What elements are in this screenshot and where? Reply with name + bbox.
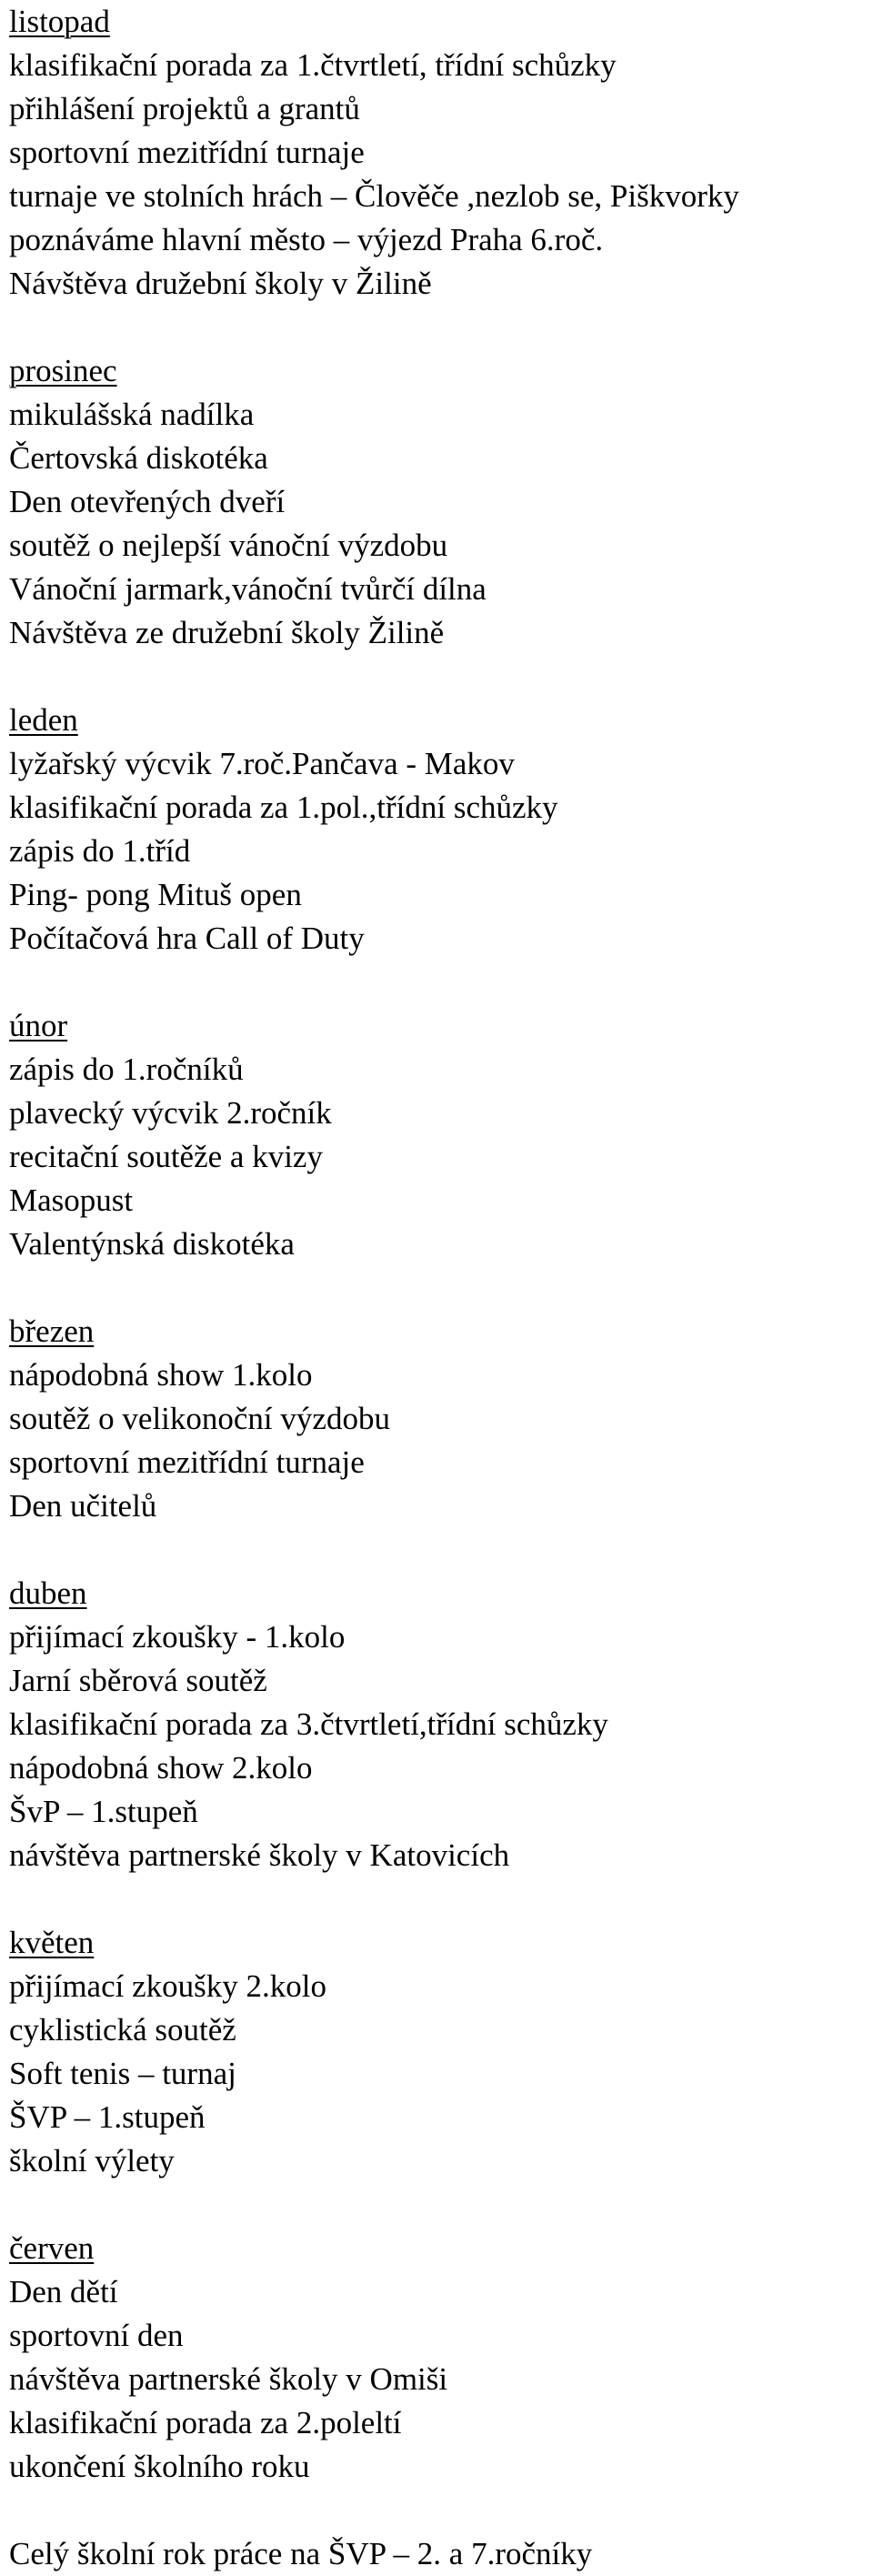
event-item: turnaje ve stolních hrách – Člověče ,nezlob se, Piškvorky — [9, 178, 739, 214]
event-item: klasifikační porada za 1.čtvrtletí, třídní schůzky — [9, 47, 617, 83]
month-title: prosinec — [9, 353, 117, 388]
event-item: Návštěva ze družební školy Žilině — [9, 615, 445, 650]
event-item: lyžařský výcvik 7.roč.Pančava - Makov — [9, 746, 515, 781]
footer-note: Celý školní rok práce na ŠVP – 2. a 7.ročníky — [9, 2536, 593, 2571]
event-item: klasifikační porada za 3.čtvrtletí,třídní schůzky — [9, 1706, 608, 1742]
event-item: nápodobná show 2.kolo — [9, 1750, 313, 1786]
month-title: duben — [9, 1575, 87, 1611]
event-item: poznáváme hlavní město – výjezd Praha 6.roč. — [9, 222, 604, 257]
event-item: Den otevřených dveří — [9, 484, 286, 519]
month-section — [9, 2227, 864, 2489]
event-item: sportovní mezitřídní turnaje — [9, 135, 365, 170]
event-item: návštěva partnerské školy v Omiši — [9, 2361, 448, 2397]
event-item: Jarní sběrová soutěž — [9, 1663, 267, 1698]
event-item: sportovní den — [9, 2318, 184, 2353]
event-item: nápodobná show 1.kolo — [9, 1357, 313, 1393]
event-item: ŠvP – 1.stupeň — [9, 1794, 198, 1829]
event-item: Masopust — [9, 1182, 134, 1218]
event-item: recitační soutěže a kvizy — [9, 1139, 323, 1174]
event-item: Den učitelů — [9, 1488, 157, 1524]
event-item: školní výlety — [9, 2143, 175, 2179]
month-title: únor — [9, 1008, 68, 1043]
document-body — [9, 0, 864, 2576]
event-item: ukončení školního roku — [9, 2449, 310, 2484]
month-title: květen — [9, 1925, 95, 1960]
month-title: červen — [9, 2230, 95, 2266]
event-item: Soft tenis – turnaj — [9, 2056, 236, 2091]
event-item: soutěž o velikonoční výzdobu — [9, 1401, 390, 1436]
month-title: listopad — [9, 4, 110, 39]
event-item: Čertovská diskotéka — [9, 440, 268, 476]
month-section — [9, 699, 864, 961]
event-item: sportovní mezitřídní turnaje — [9, 1444, 365, 1480]
event-item: klasifikační porada za 1.pol.,třídní schůzky — [9, 790, 558, 825]
month-section — [9, 1921, 864, 2183]
month-title: březen — [9, 1313, 95, 1349]
event-item: přihlášení projektů a grantů — [9, 91, 360, 126]
event-item: soutěž o nejlepší vánoční výzdobu — [9, 528, 448, 563]
month-section — [9, 0, 864, 306]
event-item: klasifikační porada za 2.poleltí — [9, 2405, 402, 2440]
month-section — [9, 1004, 864, 1266]
event-item: Vánoční jarmark,vánoční tvůrčí dílna — [9, 571, 487, 607]
month-section — [9, 349, 864, 655]
event-item: Valentýnská diskotéka — [9, 1226, 295, 1262]
event-item: ŠVP – 1.stupeň — [9, 2099, 206, 2135]
month-section — [9, 1572, 864, 1877]
event-item: přijímací zkoušky - 1.kolo — [9, 1619, 346, 1655]
month-title: leden — [9, 702, 78, 738]
event-item: Návštěva družební školy v Žilině — [9, 266, 432, 301]
month-list — [9, 0, 864, 2489]
event-item: Počítačová hra Call of Duty — [9, 921, 365, 956]
event-item: návštěva partnerské školy v Katovicích — [9, 1837, 510, 1873]
event-item: Ping- pong Mituš open — [9, 877, 302, 912]
event-item: zápis do 1.ročníků — [9, 1052, 244, 1087]
event-item: přijímací zkoušky 2.kolo — [9, 1968, 326, 2004]
event-item: Den dětí — [9, 2274, 118, 2309]
event-item: zápis do 1.tříd — [9, 833, 191, 869]
event-item: mikulášská nadílka — [9, 397, 255, 432]
event-item: plavecký výcvik 2.ročník — [9, 1095, 332, 1131]
month-section — [9, 1310, 864, 1528]
event-item: cyklistická soutěž — [9, 2012, 236, 2048]
